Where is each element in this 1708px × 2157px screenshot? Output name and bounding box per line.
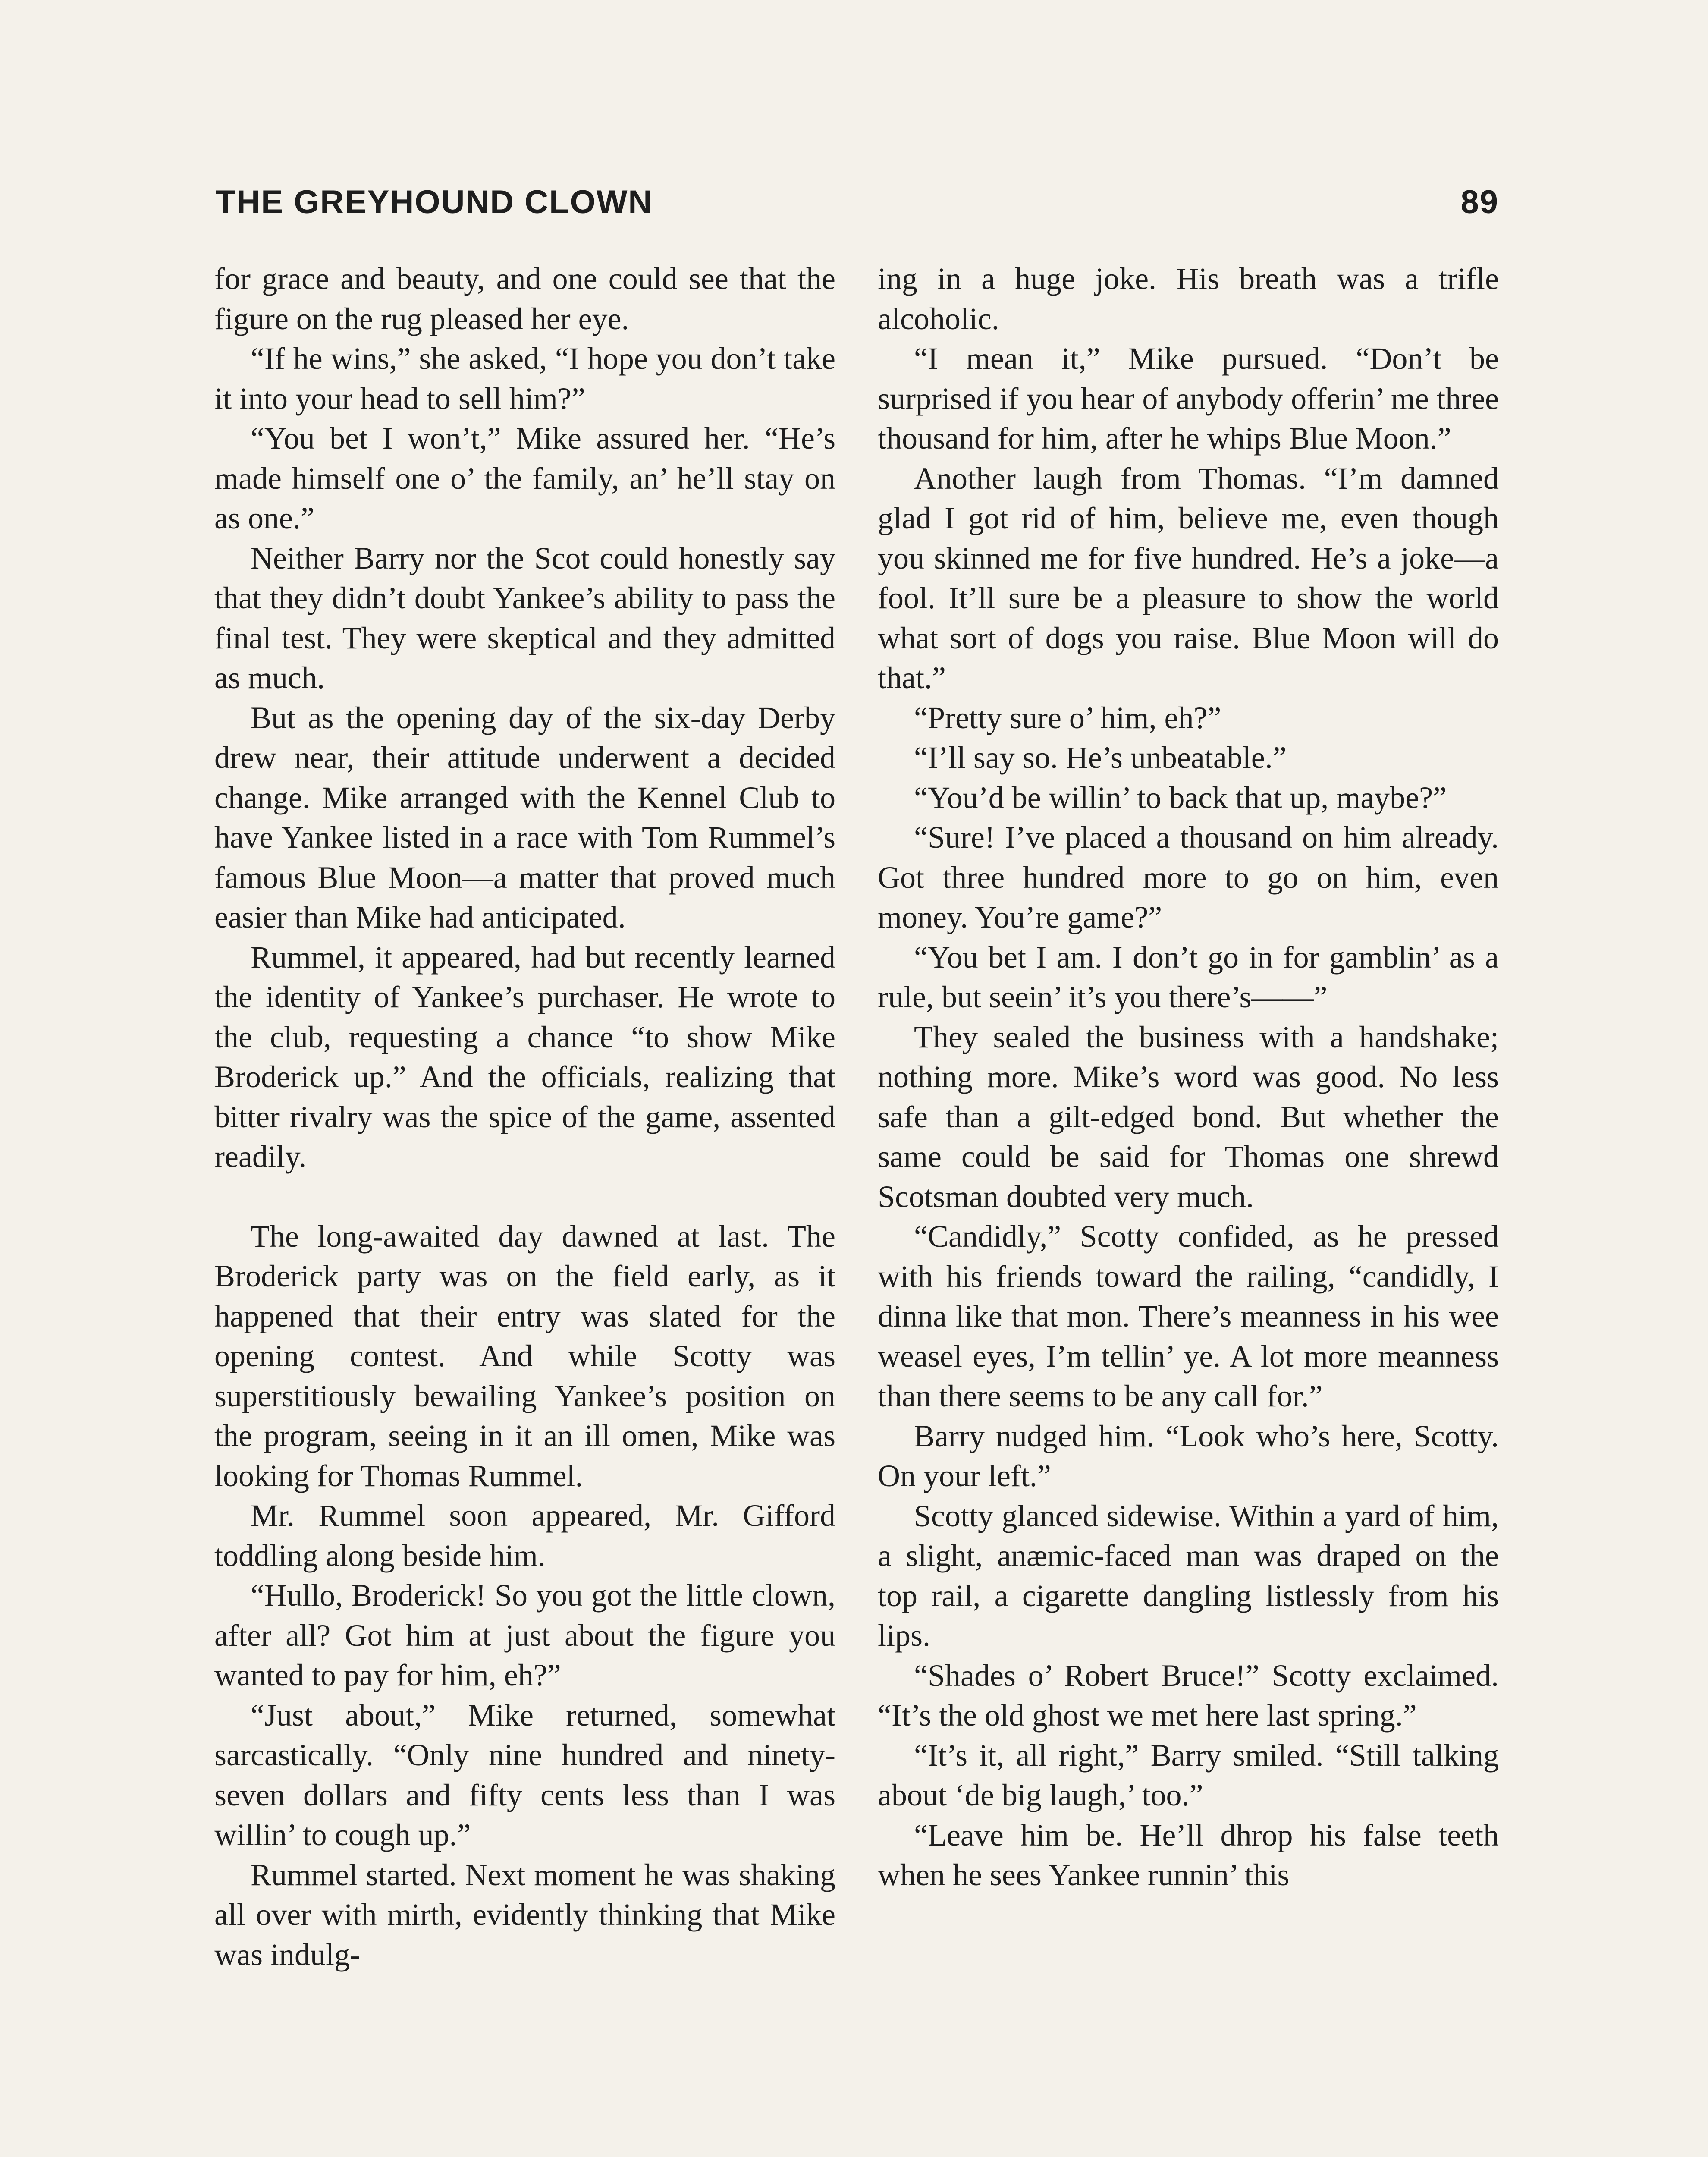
paragraph: Barry nudged him. “Look who’s here, Scotty. On your left.” bbox=[878, 1418, 1499, 1493]
paragraph: “It’s it, all right,” Barry smiled. “Still talking about ‘de big laugh,’ too.” bbox=[878, 1738, 1499, 1812]
paragraph: Another laugh from Thomas. “I’m damned glad I got rid of him, believe me, even though you skinned me for five hundred. He’s a joke—a fool. It’ll sure be a pleasure to show the world what sort of dogs you raise. Blue Moon will do that.” bbox=[878, 461, 1499, 695]
running-header bbox=[216, 183, 1499, 231]
paragraph: They sealed the business with a handshake; nothing more. Mike’s word was good. No less safe than a gilt-edged bond. But whether the same could be said for Thomas one shrewd Scotsman doubted very much. bbox=[878, 1019, 1499, 1214]
paragraph: The long-awaited day dawned at last. The Broderick party was on the field early, as it happened that their entry was slated for the opening contest. And while Scotty was superstitiously bewailing Yankee’s position on the program, seeing in it an ill omen, Mike was looking for Thomas Rummel. bbox=[214, 1219, 835, 1493]
paragraph: “I mean it,” Mike pursued. “Don’t be surprised if you hear of anybody offerin’ me three thousand for him, after he whips Blue Moon.” bbox=[878, 341, 1499, 456]
paragraph: ing in a huge joke. His breath was a trifle alcoholic. bbox=[878, 261, 1499, 336]
paragraph: for grace and beauty, and one could see that the figure on the rug pleased her eye. bbox=[214, 261, 835, 336]
paragraph: Rummel, it appeared, had but recently learned the identity of Yankee’s purchaser. He wrote to the club, requesting a chance “to show Mike Broderick up.” And the officials, realizing that bitter rivalry was the spice of the game, assented readily. bbox=[214, 940, 835, 1174]
paragraph: “Leave him be. He’ll dhrop his false teeth when he sees Yankee runnin’ this bbox=[878, 1817, 1499, 1892]
paragraph: “Just about,” Mike returned, somewhat sarcastically. “Only nine hundred and ninety-seven dollars and fifty cents less than I was willin’ to cough up.” bbox=[214, 1698, 835, 1852]
paragraph: “Hullo, Broderick! So you got the little clown, after all? Got him at just about the figure you wanted to pay for him, eh?” bbox=[214, 1578, 835, 1692]
paragraph: “Shades o’ Robert Bruce!” Scotty exclaimed. “It’s the old ghost we met here last spring.” bbox=[878, 1658, 1499, 1733]
left-column bbox=[214, 259, 835, 1975]
paragraph: “Sure! I’ve placed a thousand on him already. Got three hundred more to go on him, even money. You’re game?” bbox=[878, 820, 1499, 934]
paragraph: Scotty glanced sidewise. Within a yard of him, a slight, anæmic-faced man was draped on the top rail, a cigarette dangling listlessly from his lips. bbox=[878, 1498, 1499, 1653]
paragraph: Rummel started. Next moment he was shaking all over with mirth, evidently thinking that Mike was indulg- bbox=[214, 1857, 835, 1972]
paragraph: Mr. Rummel soon appeared, Mr. Gifford toddling along beside him. bbox=[214, 1498, 835, 1573]
paragraph: “Candidly,” Scotty confided, as he pressed with his friends toward the railing, “candidly, I dinna like that mon. There’s meanness in his wee weasel eyes, I’m tellin’ ye. A lot more meanness than there seems to be any call for.” bbox=[878, 1219, 1499, 1413]
paragraph: “I’ll say so. He’s unbeatable.” bbox=[914, 740, 1287, 775]
paragraph: Neither Barry nor the Scot could honestly say that they didn’t doubt Yankee’s ability to pass the final test. They were skeptical and they admitted as much. bbox=[214, 541, 835, 695]
paragraph: “Pretty sure o’ him, eh?” bbox=[914, 700, 1221, 735]
right-column bbox=[878, 259, 1499, 1895]
paragraph: “You’d be willin’ to back that up, maybe?” bbox=[914, 780, 1447, 815]
running-title: THE GREYHOUND CLOWN bbox=[216, 184, 653, 220]
page-number: 89 bbox=[1460, 184, 1499, 220]
paragraph: But as the opening day of the six-day Derby drew near, their attitude underwent a decided change. Mike arranged with the Kennel Club to have Yankee listed in a race with Tom Rummel’s famous Blue Moon—a matter that proved much easier than Mike had anticipated. bbox=[214, 700, 835, 934]
paragraph: “You bet I am. I don’t go in for gamblin’ as a rule, but seein’ it’s you there’s——” bbox=[878, 940, 1499, 1014]
paragraph: “You bet I won’t,” Mike assured her. “He’s made himself one o’ the family, an’ he’ll stay on as one.” bbox=[214, 421, 835, 535]
paragraph: “If he wins,” she asked, “I hope you don’t take it into your head to sell him?” bbox=[214, 341, 835, 416]
